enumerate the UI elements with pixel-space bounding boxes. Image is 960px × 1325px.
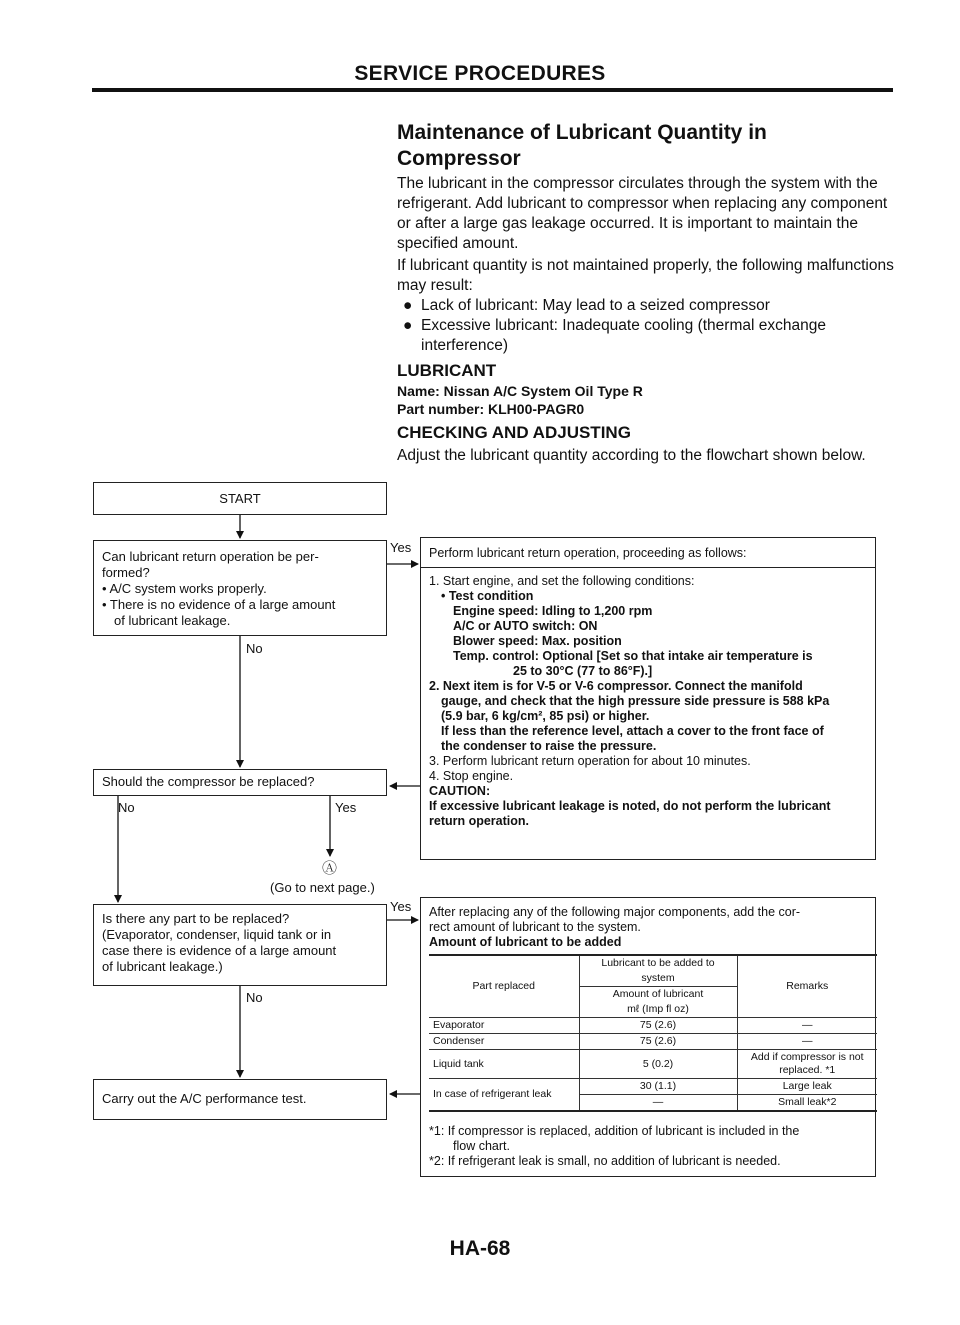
- intro-paragraph-1: The lubricant in the compressor circulates through the system with the refrigerant. Add lubricant to compressor when replacing any component or after a large gas leakage occurred. It is important to maintain the specified amount.: [397, 175, 888, 252]
- go-to-next-page: (Go to next page.): [270, 880, 375, 895]
- bullet-excessive-lubricant: ● Excessive lubricant: Inadequate cooling (thermal exchange interference): [397, 316, 897, 356]
- bullet-lack-lubricant: ● Lack of lubricant: May lead to a seized compressor: [397, 296, 897, 316]
- note-1: *1: If compressor is replaced, addition of lubricant is included in the: [429, 1124, 800, 1138]
- table-title: Amount of lubricant to be added: [429, 935, 622, 949]
- yes-label-q1: Yes: [390, 540, 412, 555]
- checking-heading: CHECKING AND ADJUSTING: [397, 423, 631, 442]
- question-lubricant-return: Can lubricant return operation be per- formed? • A/C system works properly. • There is no evidence of a large amount of lubricant leakage.: [93, 540, 387, 636]
- table-row: Evaporator 75 (2.6) —: [429, 1018, 877, 1034]
- page-number: HA-68: [449, 1237, 511, 1260]
- final-step-box: Carry out the A/C performance test.: [93, 1079, 387, 1120]
- bullet-dot-icon: ●: [403, 317, 413, 334]
- no-label-q3: No: [246, 990, 263, 1005]
- lubricant-part-number: Part number: KLH00-PAGR0: [397, 401, 585, 417]
- note-2: *2: If refrigerant leak is small, no addition of lubricant is needed.: [429, 1154, 781, 1168]
- table-row: — Small leak*2: [429, 1095, 877, 1112]
- section-title-line1: Maintenance of Lubricant Quantity in: [397, 121, 767, 144]
- table-row: Liquid tank 5 (0.2) Add if compressor is not replaced. *1: [429, 1050, 877, 1079]
- yes-label-q3: Yes: [390, 899, 412, 914]
- no-label-q2: No: [118, 800, 135, 815]
- procedure-title: Perform lubricant return operation, proceeding as follows:: [421, 538, 875, 568]
- checking-text: Adjust the lubricant quantity according to the flowchart shown below.: [397, 447, 866, 464]
- page-header-title: SERVICE PROCEDURES: [354, 62, 606, 85]
- table-row: In case of refrigerant leak 30 (1.1) Large leak: [429, 1079, 877, 1095]
- intro-paragraph-2: If lubricant quantity is not maintained properly, the following malfunctions may result:: [397, 257, 894, 294]
- section-title-line2: Compressor: [397, 147, 521, 170]
- table-row: Condenser 75 (2.6) —: [429, 1034, 877, 1050]
- question-compressor-replace: Should the compressor be replaced?: [93, 769, 387, 796]
- question-part-replace: Is there any part to be replaced? (Evaporator, condenser, liquid tank or in case there is evidence of a large amount of lubricant leakage.): [93, 904, 387, 986]
- start-box: START: [93, 482, 387, 515]
- lubricant-name: Name: Nissan A/C System Oil Type R: [397, 383, 643, 399]
- lubricant-heading: LUBRICANT: [397, 361, 497, 380]
- bullet-dot-icon: ●: [403, 297, 413, 314]
- lubricant-amount-table: Part replaced Lubricant to be added to Remarks system Amount of lubricant mℓ (Imp fl oz) Evaporator 75 (2.6) — Condenser 75 (2.6) — Liquid tank 5 (0.2) Add if compressor is not replaced. *1 In case of refrigerant leak 30 (1.1) Large leak — Small leak*2: [429, 954, 877, 1112]
- lubricant-add-box: After replacing any of the following major components, add the cor- rect amount of lubricant to the system. Amount of lubricant to be added Part replaced Lubricant to be added to Remarks system Amount of lubricant mℓ (Imp fl oz) Evaporator 75 (2.6) — Condenser 75 (2.6) — Liquid tank 5 (0.2) Add if compressor is not replaced. *1 In case of refrigerant leak 30 (1.1) Large leak — Small leak*2 *1: If compressor is replaced, addition of lubricant is included in the flow chart. *2: If refrigerant leak is small, no addition of lubricant is needed.: [420, 897, 876, 1177]
- no-label-q1: No: [246, 641, 263, 656]
- yes-label-q2: Yes: [335, 800, 357, 815]
- lubricant-return-procedure-box: Perform lubricant return operation, proceeding as follows: 1. Start engine, and set the following conditions: • Test condition Engine speed: Idling to 1,200 rpm A/C or AUTO switch: ON Blower speed: Max. position Temp. control: Optional [Set so that intake air temperature is 25 to 30°C (77 to 86°F).] 2. Next item is for V-5 or V-6 compressor. Connect the manifold gauge, and check that the high pressure side pressure is 588 kPa (5.9 bar, 6 kg/cm², 85 psi) or higher. If less than the reference level, attach a cover to the front face of the condenser to raise the pressure. 3. Perform lubricant return operation for about 10 minutes. 4. Stop engine. CAUTION: If excessive lubricant leakage is noted, do not perform the lubricant return operation.: [420, 537, 876, 860]
- reference-a-icon: Ⓐ: [322, 860, 338, 877]
